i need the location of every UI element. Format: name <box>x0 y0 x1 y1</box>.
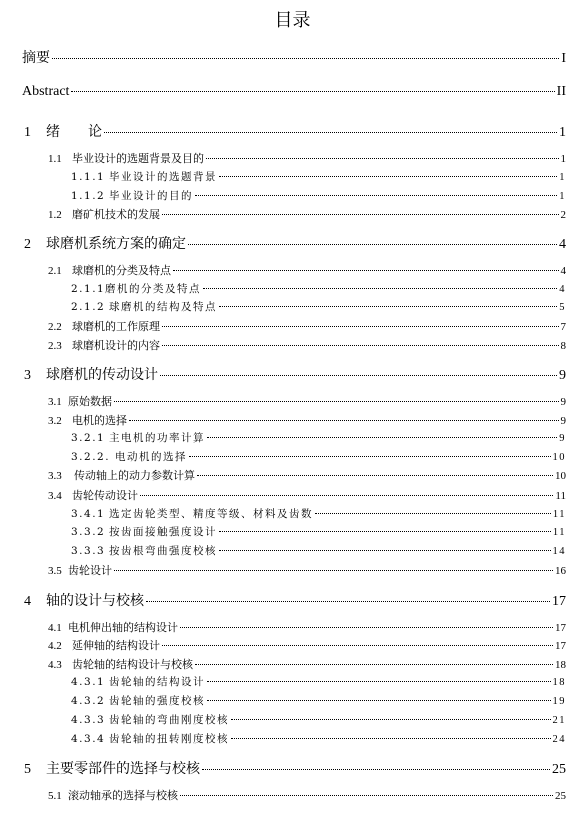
toc-entry-title: 主要零部件的选择与校核 <box>46 761 200 777</box>
toc-entry-page: 10 <box>555 470 566 482</box>
toc-entry[interactable] <box>48 619 566 635</box>
toc-entry[interactable] <box>71 693 566 708</box>
dot-leader <box>231 738 551 739</box>
toc-entry-page: 5 <box>559 302 566 313</box>
toc-entry-page: 25 <box>552 762 566 777</box>
toc-entry-page: 8 <box>560 340 566 352</box>
toc-entry-number: 3.4 <box>48 490 62 502</box>
dot-leader <box>129 420 559 421</box>
toc-entry[interactable] <box>71 731 566 746</box>
toc-entry-page: 7 <box>560 321 566 333</box>
dot-leader <box>104 132 557 133</box>
toc-entry-title: 电动机的选择 <box>115 451 187 463</box>
toc-entry-title: 轴的设计与校核 <box>46 593 144 609</box>
toc-entry-page: 9 <box>560 396 566 408</box>
toc-entry-number: 3.1 <box>48 396 62 408</box>
dot-leader <box>207 700 551 701</box>
toc-entry-title: 摘要 <box>22 50 50 66</box>
toc-entry-title: 球磨机设计的内容 <box>72 339 160 352</box>
dot-leader <box>219 176 557 177</box>
toc-entry-number: 3.3.2 <box>71 526 106 538</box>
toc-entry-title: 齿轮轴的结构设计 <box>109 676 205 688</box>
toc-entry-number: 1.2 <box>48 209 62 221</box>
toc-entry-page: 25 <box>555 790 566 802</box>
toc-entry-page: 1 <box>559 172 566 183</box>
dot-leader <box>315 513 551 514</box>
toc-entry-title: 选定齿轮类型、精度等级、材料及齿数 <box>109 508 313 520</box>
toc-entry-page: 10 <box>552 452 566 463</box>
toc-entry-page: 16 <box>555 565 566 577</box>
toc-entry[interactable] <box>48 262 566 278</box>
toc-entry[interactable] <box>71 506 566 521</box>
toc-entry-page: 9 <box>559 433 566 444</box>
toc-entry-title: 齿轮轴的扭转刚度校核 <box>109 733 229 745</box>
toc-entry-page: 9 <box>559 368 566 383</box>
toc-entry-number: 4.3 <box>48 659 62 671</box>
dot-leader <box>162 345 559 346</box>
dot-leader <box>71 91 554 92</box>
toc-entry[interactable] <box>22 84 566 100</box>
toc-entry[interactable] <box>48 787 566 803</box>
toc-entry-title: 按齿面接触强度设计 <box>109 526 217 538</box>
toc-entry[interactable] <box>24 233 566 253</box>
toc-entry-number: 3.5 <box>48 565 62 577</box>
toc-entry-title: 球磨机系统方案的确定 <box>46 236 186 252</box>
toc-entry-number: 1.1 <box>48 153 62 165</box>
toc-entry-number: 2.1.2 <box>71 301 106 313</box>
toc-entry-title: 按齿根弯曲强度校核 <box>109 545 217 557</box>
toc-entry[interactable] <box>48 318 566 334</box>
dot-leader <box>195 195 557 196</box>
toc-entry[interactable] <box>71 712 566 727</box>
toc-entry[interactable] <box>24 121 566 141</box>
toc-entry[interactable] <box>48 656 566 672</box>
toc-entry-title: 球磨机的结构及特点 <box>109 301 217 313</box>
toc-entry-page: 18 <box>552 677 566 688</box>
toc-entry-title: 球磨机的传动设计 <box>46 367 158 383</box>
toc-entry-title: 齿轮传动设计 <box>72 489 138 502</box>
toc-entry-number: 3.2.2. <box>71 451 111 463</box>
toc-entry-number: 5 <box>24 762 31 777</box>
toc-entry[interactable] <box>48 393 566 409</box>
toc-entry-title: 齿轮轴的结构设计与校核 <box>72 658 193 671</box>
dot-leader <box>207 437 557 438</box>
dot-leader <box>146 601 550 602</box>
toc-entry-number: 2.1.1 <box>71 283 106 295</box>
toc-entry-page: 18 <box>555 659 566 671</box>
toc-entry[interactable] <box>71 674 566 689</box>
toc-entry-title: 绪 论 <box>46 124 102 140</box>
dot-leader <box>180 795 553 796</box>
toc-entry-title: 滚动轴承的选择与校核 <box>68 789 178 802</box>
toc-entry-title: 齿轮轴的强度校核 <box>109 695 205 707</box>
toc-entry-title: 齿轮轴的弯曲刚度校核 <box>109 714 229 726</box>
dot-leader <box>140 495 553 496</box>
toc-entry-number: 5.1 <box>48 790 62 802</box>
toc-entry-page: 2 <box>560 209 566 221</box>
toc-entry[interactable] <box>71 169 566 184</box>
toc-entry-number: 2.3 <box>48 340 62 352</box>
toc-entry[interactable] <box>48 206 566 222</box>
toc-entry-title: 毕业设计的选题背景及目的 <box>72 152 204 165</box>
toc-entry-title: 磨机的分类及特点 <box>105 283 201 295</box>
dot-leader <box>180 627 553 628</box>
toc-entry-title: 传动轴上的动力参数计算 <box>74 469 195 482</box>
toc-entry-number: 2 <box>24 237 31 252</box>
toc-entry-title: 毕业设计的目的 <box>109 190 193 202</box>
toc-entry-number: 4.3.4 <box>71 733 106 745</box>
dot-leader <box>160 375 557 376</box>
toc-entry-number: 2.2 <box>48 321 62 333</box>
dot-leader <box>162 645 553 646</box>
toc-entry[interactable] <box>48 412 566 428</box>
dot-leader <box>188 244 557 245</box>
toc-entry-title: 原始数据 <box>68 395 112 408</box>
toc-entry[interactable] <box>24 758 566 778</box>
toc-entry-number: 4.1 <box>48 622 62 634</box>
toc-entry[interactable] <box>48 562 566 578</box>
toc-entry-title: 球磨机的工作原理 <box>72 320 160 333</box>
toc-entry-number: 3.3 <box>48 470 62 482</box>
toc-entry-title: 毕业设计的选题背景 <box>109 171 217 183</box>
dot-leader <box>189 456 551 457</box>
dot-leader <box>203 288 557 289</box>
toc-entry-number: 4.3.1 <box>71 676 106 688</box>
dot-leader <box>162 214 559 215</box>
toc-entry-number: 3 <box>24 368 31 383</box>
dot-leader <box>52 58 559 59</box>
toc-entry-number: 4.3.3 <box>71 714 106 726</box>
toc-entry-number: 3.2.1 <box>71 432 106 444</box>
toc-entry-page: 4 <box>559 237 566 252</box>
dot-leader <box>202 769 550 770</box>
dot-leader <box>206 158 559 159</box>
toc-entry[interactable] <box>71 449 566 464</box>
dot-leader <box>162 326 559 327</box>
toc-entry-page: 24 <box>552 734 566 745</box>
toc-entry-page: II <box>556 84 566 99</box>
toc-entry-page: 1 <box>560 153 566 165</box>
toc-entry[interactable] <box>22 47 566 67</box>
dot-leader <box>197 475 553 476</box>
toc-entry-number: 1 <box>24 125 31 140</box>
toc-entry-page: 9 <box>560 415 566 427</box>
toc-entry-page: 17 <box>552 594 566 609</box>
toc-entry[interactable] <box>48 337 566 353</box>
dot-leader <box>114 570 553 571</box>
dot-leader <box>219 550 551 551</box>
toc-entry-title: 磨矿机技术的发展 <box>72 208 160 221</box>
dot-leader <box>231 719 551 720</box>
toc-entry[interactable] <box>48 150 566 166</box>
toc-entry-page: 1 <box>559 191 566 202</box>
toc-entry-page: 11 <box>552 509 566 520</box>
toc-entry-page: 11 <box>552 527 566 538</box>
toc-entry-number: 3.3.3 <box>71 545 106 557</box>
toc-entry[interactable] <box>48 487 566 503</box>
toc-entry-number: 4 <box>24 594 31 609</box>
toc-entry-number: 4.2 <box>48 640 62 652</box>
toc-entry-title: 延伸轴的结构设计 <box>72 639 160 652</box>
toc-entry-title: 电机的选择 <box>72 414 127 427</box>
toc-entry-title: 球磨机的分类及特点 <box>72 264 171 277</box>
dot-leader <box>173 270 559 271</box>
toc-entry-number: 1.1.2 <box>71 190 106 202</box>
dot-leader <box>207 681 551 682</box>
toc-entry[interactable] <box>71 281 566 296</box>
dot-leader <box>195 664 553 665</box>
toc-entry-page: 17 <box>555 622 566 634</box>
page-title: 目录 <box>274 10 311 31</box>
dot-leader <box>114 401 559 402</box>
toc-entry[interactable] <box>71 543 566 558</box>
toc-entry-title: Abstract <box>22 84 70 99</box>
toc-entry[interactable] <box>71 430 566 445</box>
toc-entry[interactable] <box>71 299 566 314</box>
toc-entry-page: I <box>561 51 566 66</box>
toc-entry-page: 1 <box>559 125 566 140</box>
toc-entry-page: 21 <box>552 715 566 726</box>
toc-entry-number: 3.2 <box>48 415 62 427</box>
toc-entry[interactable] <box>24 590 566 610</box>
toc-entry-page: 4 <box>559 284 566 295</box>
toc-entry-page: 17 <box>555 640 566 652</box>
toc-entry-page: 14 <box>552 546 566 557</box>
toc-entry-page: 4 <box>560 265 566 277</box>
toc-entry[interactable] <box>71 524 566 539</box>
dot-leader <box>219 306 557 307</box>
toc-entry[interactable] <box>48 467 566 483</box>
toc-entry-title: 主电机的功率计算 <box>109 432 205 444</box>
toc-entry-page: 11 <box>555 490 566 502</box>
toc-entry[interactable] <box>71 188 566 203</box>
toc-entry-title: 齿轮设计 <box>68 564 112 577</box>
toc-entry-number: 1.1.1 <box>71 171 106 183</box>
toc-entry-page: 19 <box>552 696 566 707</box>
dot-leader <box>219 531 551 532</box>
toc-entry[interactable] <box>48 637 566 653</box>
toc-entry-number: 2.1 <box>48 265 62 277</box>
toc-entry-title: 电机伸出轴的结构设计 <box>68 621 178 634</box>
toc-entry-number: 3.4.1 <box>71 508 106 520</box>
toc-entry[interactable] <box>24 364 566 384</box>
toc-entry-number: 4.3.2 <box>71 695 106 707</box>
